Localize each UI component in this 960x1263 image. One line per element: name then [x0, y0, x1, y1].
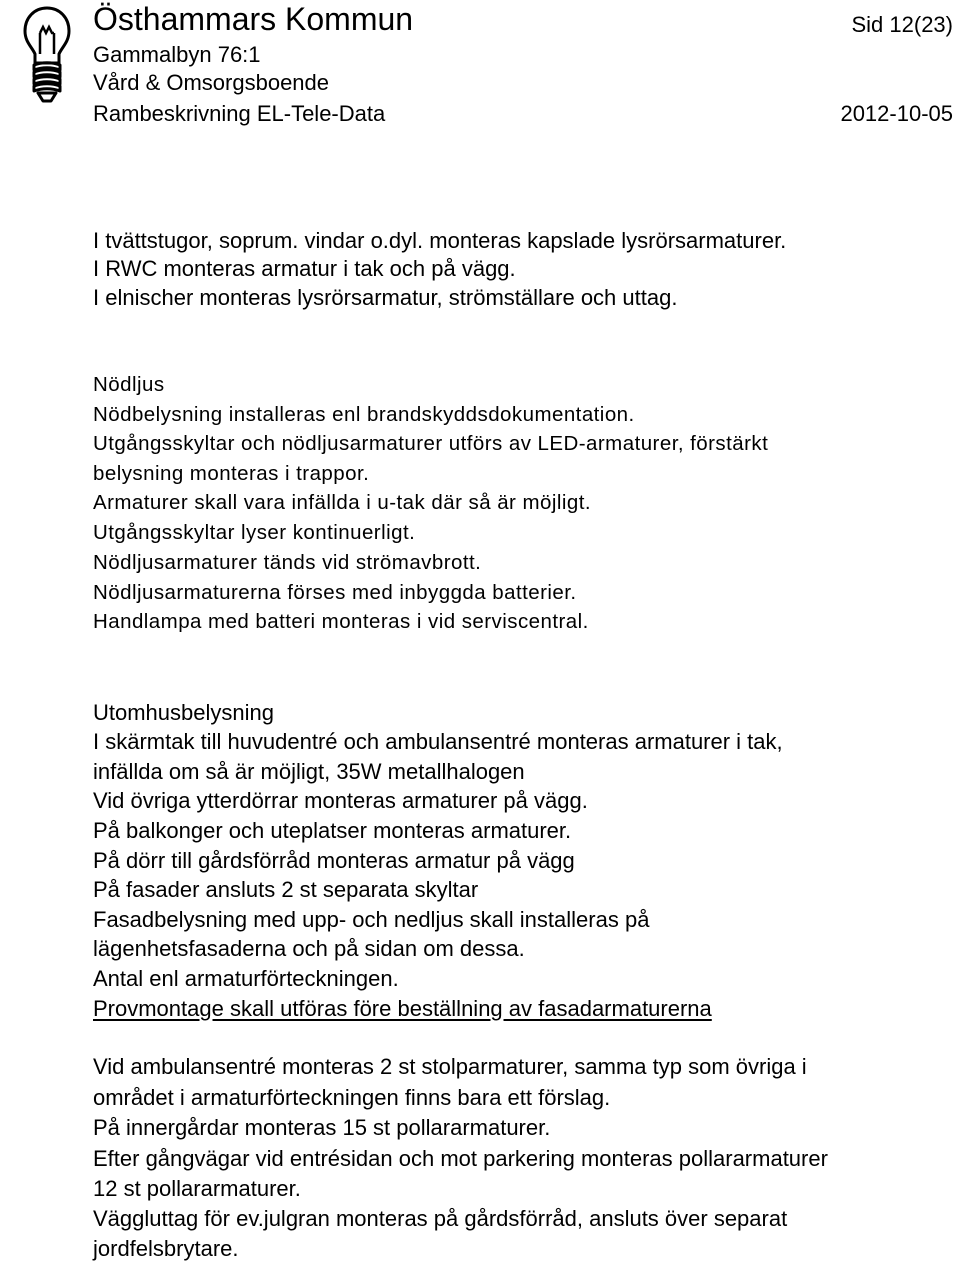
paragraph-line: jordfelsbrytare. — [93, 1236, 239, 1261]
section-heading-nodljus: Nödljus — [93, 373, 165, 396]
paragraph-line: Nödljusarmaturerna förses med inbyggda batterier. — [93, 581, 577, 604]
underlined-note: Provmontage skall utföras före beställning av fasadarmaturerna — [93, 996, 712, 1021]
facility-name: Vård & Omsorgsboende — [93, 70, 330, 95]
paragraph-line: belysning monteras i trappor. — [93, 462, 370, 485]
paragraph-line: Efter gångvägar vid entrésidan och mot parkering monteras pollararmaturer — [93, 1146, 828, 1171]
company-name: Östhammars Kommun — [93, 1, 414, 37]
paragraph-line: I elnischer monteras lysrörsarmatur, strömställare och uttag. — [93, 285, 678, 310]
paragraph-line: På innergårdar monteras 15 st pollararmaturer. — [93, 1115, 551, 1140]
paragraph-line: Väggluttag för ev.julgran monteras på gårdsförråd, ansluts över separat — [93, 1206, 788, 1231]
paragraph-line: Nödbelysning installeras enl brandskyddsdokumentation. — [93, 403, 635, 426]
document-type: Rambeskrivning EL-Tele-Data — [93, 101, 386, 126]
paragraph-line: På fasader ansluts 2 st separata skyltar — [93, 877, 479, 902]
paragraph-line: Handlampa med batteri monteras i vid serviscentral. — [93, 610, 589, 633]
paragraph-line: lägenhetsfasaderna och på sidan om dessa. — [93, 936, 525, 961]
paragraph-line: Utgångsskyltar och nödljusarmaturer utförs av LED-armaturer, förstärkt — [93, 432, 769, 455]
paragraph-line: Antal enl armaturförteckningen. — [93, 966, 399, 991]
paragraph-line: Vid ambulansentré monteras 2 st stolparmaturer, samma typ som övriga i — [93, 1054, 807, 1079]
paragraph-line: Armaturer skall vara infällda i u-tak där så är möjligt. — [93, 491, 592, 514]
page-number: Sid 12(23) — [851, 12, 953, 37]
property-name: Gammalbyn 76:1 — [93, 42, 261, 67]
light-bulb-icon — [22, 5, 72, 109]
paragraph-line: Fasadbelysning med upp- och nedljus skall installeras på — [93, 907, 650, 932]
paragraph-line: Utgångsskyltar lyser kontinuerligt. — [93, 521, 416, 544]
paragraph-line: Nödljusarmaturer tänds vid strömavbrott. — [93, 551, 482, 574]
paragraph-line: I tvättstugor, soprum. vindar o.dyl. monteras kapslade lysrörsarmaturer. — [93, 228, 787, 253]
paragraph-line: På balkonger och uteplatser monteras armaturer. — [93, 818, 572, 843]
paragraph-line: infällda om så är möjligt, 35W metallhalogen — [93, 759, 525, 784]
document-date: 2012-10-05 — [840, 101, 953, 126]
paragraph-line: 12 st pollararmaturer. — [93, 1176, 301, 1201]
paragraph-line: Vid övriga ytterdörrar monteras armaturer på vägg. — [93, 788, 588, 813]
section-heading-utomhusbelysning: Utomhusbelysning — [93, 700, 274, 725]
paragraph-line: I RWC monteras armatur i tak och på vägg. — [93, 256, 516, 281]
paragraph-line: området i armaturförteckningen finns bara ett förslag. — [93, 1085, 611, 1110]
paragraph-line: I skärmtak till huvudentré och ambulansentré monteras armaturer i tak, — [93, 729, 783, 754]
paragraph-line: På dörr till gårdsförråd monteras armatur på vägg — [93, 848, 575, 873]
